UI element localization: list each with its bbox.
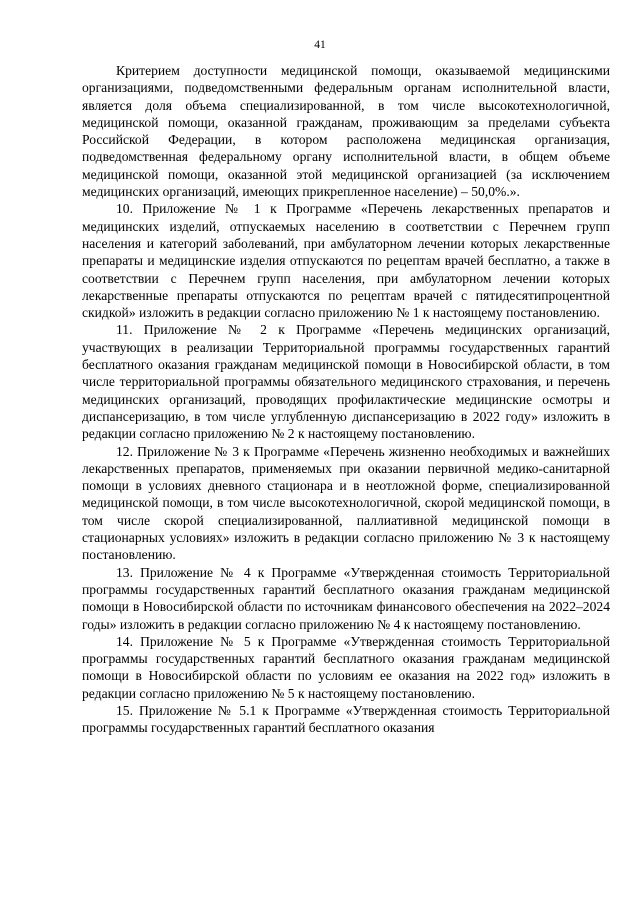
paragraph-item-10: 10. Приложение № 1 к Программе «Перечень лекарственных препаратов и медицинских изделий, отпускаемых населению в соответствии с Перечнем групп населения и категорий заболеваний, при амбулаторном лечении которых лекарственные препараты и медицинские изделия отпускаются по рецептам врачей бесплатно, а также в соответствии с Перечнем групп населения, при амбулаторном лечении которых лекарственные препараты отпускаются по рецептам врачей с пятидесятипроцентной скидкой» изложить в редакции согласно приложению № 1 к настоящему постановлению. bbox=[82, 201, 610, 321]
page-number: 41 bbox=[314, 39, 326, 51]
paragraph-item-15: 15. Приложение № 5.1 к Программе «Утвержденная стоимость Территориальной программы государственных гарантий бесплатного оказания bbox=[82, 702, 610, 736]
paragraph-item-11: 11. Приложение № 2 к Программе «Перечень медицинских организаций, участвующих в реализации Территориальной программы государственных гарантий бесплатного оказания гражданам медицинской помощи в Новосибирской области, в том числе территориальной программы обязательного медицинского страхования, и перечень медицинских организаций, проводящих профилактические медицинские осмотры и диспансеризацию, в том числе углубленную диспансеризацию в 2022 году» изложить в редакции согласно приложению № 2 к настоящему постановлению. bbox=[82, 322, 610, 442]
paragraph-item-13: 13. Приложение № 4 к Программе «Утвержденная стоимость Территориальной программы государственных гарантий бесплатного оказания гражданам медицинской помощи в Новосибирской области по источникам финансового обеспечения на 2022–2024 годы» изложить в редакции согласно приложению № 4 к настоящему постановлению. bbox=[82, 564, 610, 632]
document-body bbox=[82, 62, 610, 737]
paragraph-item-12: 12. Приложение № 3 к Программе «Перечень жизненно необходимых и важнейших лекарственных препаратов, применяемых при оказании первичной медико-санитарной помощи в условиях дневного стационара и в неотложной форме, специализированной медицинской помощи, в том числе высокотехнологичной, скорой медицинской помощи, в том числе скорой специализированной, паллиативной медицинской помощи в стационарных условиях» изложить в редакции согласно приложению № 3 к настоящему постановлению. bbox=[82, 443, 610, 563]
paragraph-access-criterion: Критерием доступности медицинской помощи, оказываемой медицинскими организациями, подведомственными федеральным органам исполнительной власти, является доля объема специализированной, в том числе высокотехнологичной, медицинской помощи, оказанной гражданам, проживающим за пределами субъекта Российской Федерации, в котором расположена медицинская организация, подведомственная федеральному органу исполнительной власти, в общем объеме медицинской помощи, оказанной этой медицинской организацией (за исключением медицинских организаций, имеющих прикрепленное население) – 50,0%.». bbox=[82, 63, 610, 200]
paragraph-item-14: 14. Приложение № 5 к Программе «Утвержденная стоимость Территориальной программы государственных гарантий бесплатного оказания гражданам медицинской помощи в Новосибирской области по условиям ее оказания на 2022 год» изложить в редакции согласно приложению № 5 к настоящему постановлению. bbox=[82, 633, 610, 701]
